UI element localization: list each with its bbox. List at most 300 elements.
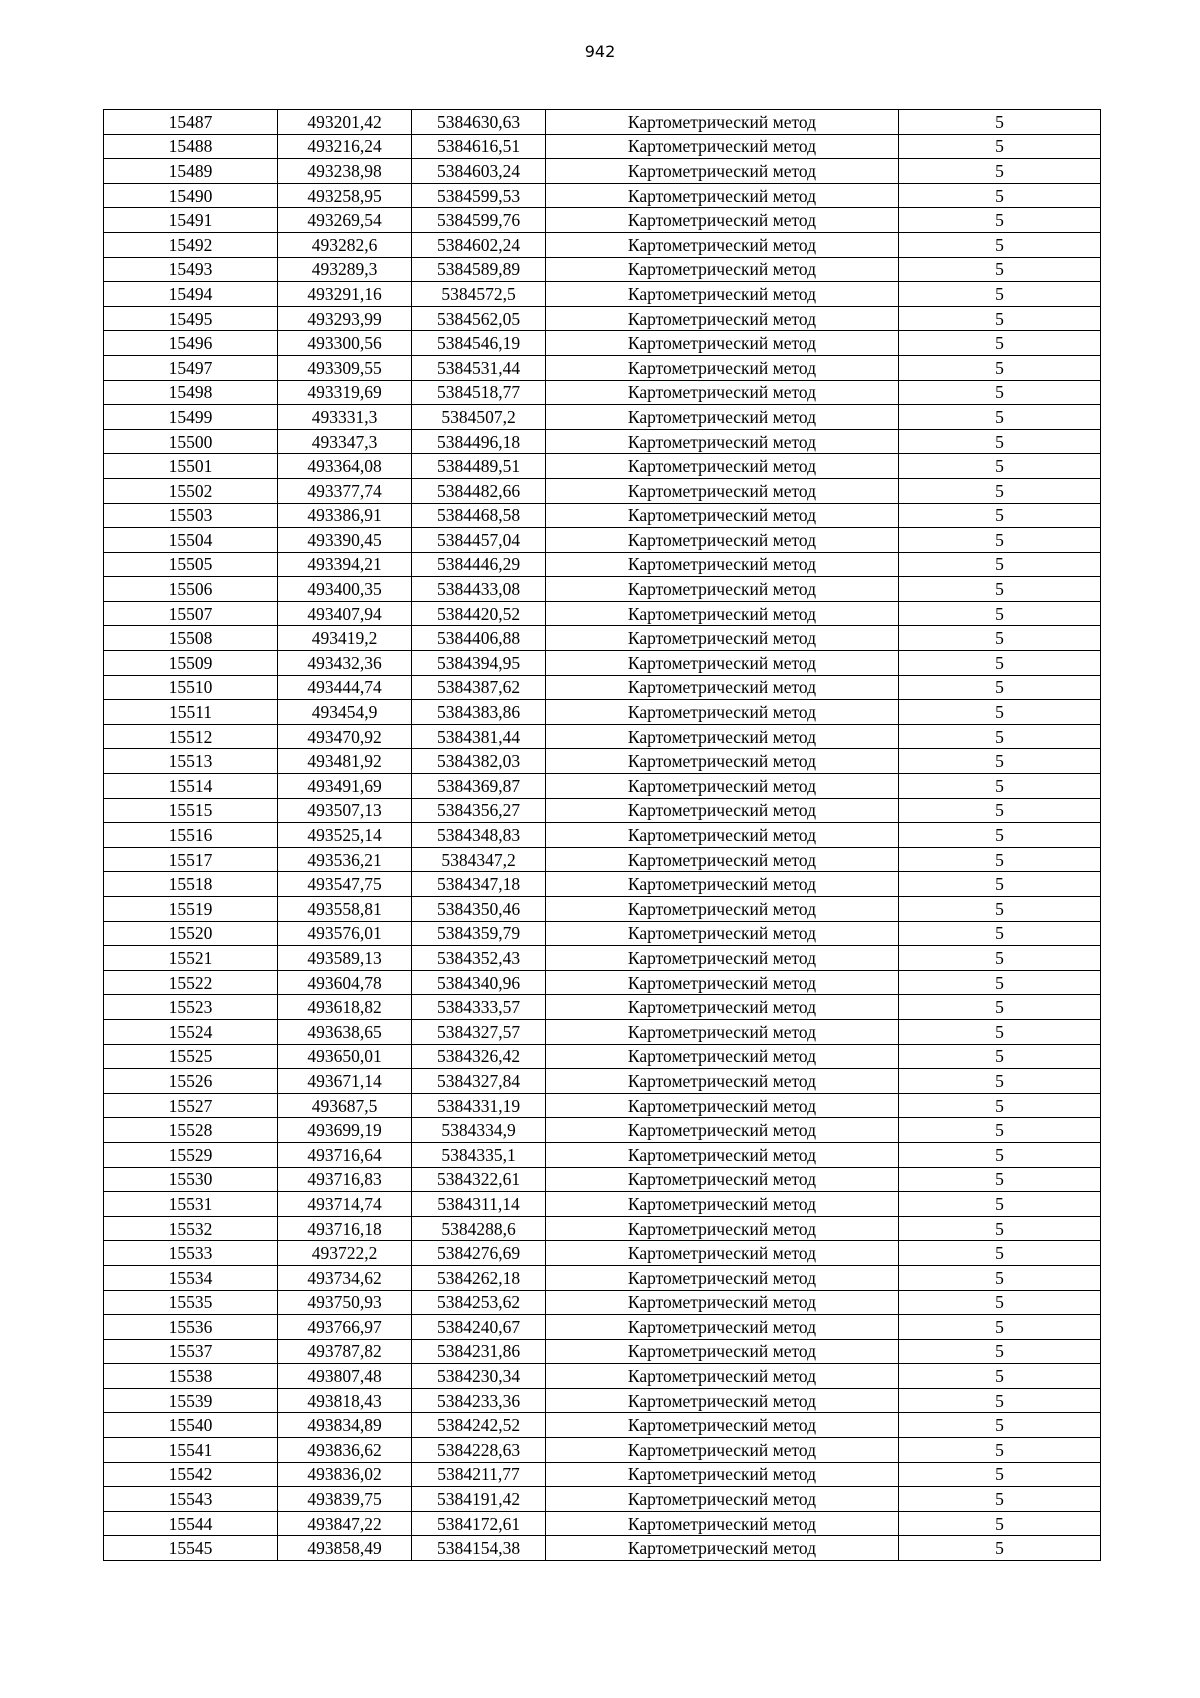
point-number-cell: 15545 xyxy=(104,1536,278,1561)
y-coordinate-cell: 5384602,24 xyxy=(412,232,546,257)
accuracy-cell: 5 xyxy=(899,1069,1101,1094)
x-coordinate-cell: 493836,02 xyxy=(278,1462,412,1487)
x-coordinate-cell: 493394,21 xyxy=(278,552,412,577)
point-number-cell: 15487 xyxy=(104,110,278,135)
point-number-cell: 15510 xyxy=(104,675,278,700)
table-row xyxy=(104,749,1101,774)
y-coordinate-cell: 5384572,5 xyxy=(412,282,546,307)
point-number-cell: 15501 xyxy=(104,454,278,479)
accuracy-cell: 5 xyxy=(899,1265,1101,1290)
y-coordinate-cell: 5384599,53 xyxy=(412,183,546,208)
accuracy-cell: 5 xyxy=(899,1019,1101,1044)
point-number-cell: 15490 xyxy=(104,183,278,208)
method-cell: Картометрический метод xyxy=(546,1265,899,1290)
method-cell: Картометрический метод xyxy=(546,257,899,282)
x-coordinate-cell: 493289,3 xyxy=(278,257,412,282)
y-coordinate-cell: 5384562,05 xyxy=(412,306,546,331)
accuracy-cell: 5 xyxy=(899,1315,1101,1340)
table-row xyxy=(104,1290,1101,1315)
x-coordinate-cell: 493722,2 xyxy=(278,1241,412,1266)
table-row xyxy=(104,1339,1101,1364)
point-number-cell: 15524 xyxy=(104,1019,278,1044)
table-row xyxy=(104,946,1101,971)
y-coordinate-cell: 5384546,19 xyxy=(412,331,546,356)
accuracy-cell: 5 xyxy=(899,478,1101,503)
accuracy-cell: 5 xyxy=(899,626,1101,651)
x-coordinate-cell: 493331,3 xyxy=(278,405,412,430)
point-number-cell: 15518 xyxy=(104,872,278,897)
table-row xyxy=(104,257,1101,282)
accuracy-cell: 5 xyxy=(899,232,1101,257)
y-coordinate-cell: 5384172,61 xyxy=(412,1511,546,1536)
method-cell: Картометрический метод xyxy=(546,675,899,700)
accuracy-cell: 5 xyxy=(899,577,1101,602)
accuracy-cell: 5 xyxy=(899,454,1101,479)
table-row xyxy=(104,872,1101,897)
point-number-cell: 15533 xyxy=(104,1241,278,1266)
method-cell: Картометрический метод xyxy=(546,183,899,208)
point-number-cell: 15523 xyxy=(104,995,278,1020)
coordinates-table-body xyxy=(104,110,1101,1561)
point-number-cell: 15511 xyxy=(104,700,278,725)
table-row xyxy=(104,577,1101,602)
point-number-cell: 15489 xyxy=(104,159,278,184)
y-coordinate-cell: 5384253,62 xyxy=(412,1290,546,1315)
table-row xyxy=(104,478,1101,503)
x-coordinate-cell: 493716,83 xyxy=(278,1167,412,1192)
point-number-cell: 15527 xyxy=(104,1093,278,1118)
y-coordinate-cell: 5384230,34 xyxy=(412,1364,546,1389)
table-row xyxy=(104,847,1101,872)
accuracy-cell: 5 xyxy=(899,552,1101,577)
y-coordinate-cell: 5384369,87 xyxy=(412,774,546,799)
method-cell: Картометрический метод xyxy=(546,1044,899,1069)
y-coordinate-cell: 5384394,95 xyxy=(412,651,546,676)
x-coordinate-cell: 493390,45 xyxy=(278,528,412,553)
x-coordinate-cell: 493300,56 xyxy=(278,331,412,356)
y-coordinate-cell: 5384482,66 xyxy=(412,478,546,503)
table-row xyxy=(104,626,1101,651)
y-coordinate-cell: 5384433,08 xyxy=(412,577,546,602)
y-coordinate-cell: 5384496,18 xyxy=(412,429,546,454)
point-number-cell: 15543 xyxy=(104,1487,278,1512)
accuracy-cell: 5 xyxy=(899,1413,1101,1438)
y-coordinate-cell: 5384381,44 xyxy=(412,724,546,749)
method-cell: Картометрический метод xyxy=(546,528,899,553)
table-row xyxy=(104,552,1101,577)
coordinates-table xyxy=(103,109,1101,1561)
y-coordinate-cell: 5384233,36 xyxy=(412,1388,546,1413)
method-cell: Картометрический метод xyxy=(546,1487,899,1512)
point-number-cell: 15520 xyxy=(104,921,278,946)
method-cell: Картометрический метод xyxy=(546,380,899,405)
table-row xyxy=(104,503,1101,528)
y-coordinate-cell: 5384262,18 xyxy=(412,1265,546,1290)
y-coordinate-cell: 5384228,63 xyxy=(412,1438,546,1463)
point-number-cell: 15497 xyxy=(104,355,278,380)
point-number-cell: 15491 xyxy=(104,208,278,233)
y-coordinate-cell: 5384589,89 xyxy=(412,257,546,282)
accuracy-cell: 5 xyxy=(899,110,1101,135)
accuracy-cell: 5 xyxy=(899,355,1101,380)
method-cell: Картометрический метод xyxy=(546,355,899,380)
accuracy-cell: 5 xyxy=(899,724,1101,749)
point-number-cell: 15517 xyxy=(104,847,278,872)
y-coordinate-cell: 5384211,77 xyxy=(412,1462,546,1487)
method-cell: Картометрический метод xyxy=(546,306,899,331)
point-number-cell: 15525 xyxy=(104,1044,278,1069)
table-row xyxy=(104,110,1101,135)
accuracy-cell: 5 xyxy=(899,1167,1101,1192)
table-row xyxy=(104,1216,1101,1241)
table-row xyxy=(104,232,1101,257)
table-row xyxy=(104,724,1101,749)
point-number-cell: 15513 xyxy=(104,749,278,774)
x-coordinate-cell: 493834,89 xyxy=(278,1413,412,1438)
table-row xyxy=(104,1044,1101,1069)
point-number-cell: 15528 xyxy=(104,1118,278,1143)
x-coordinate-cell: 493507,13 xyxy=(278,798,412,823)
method-cell: Картометрический метод xyxy=(546,823,899,848)
accuracy-cell: 5 xyxy=(899,1241,1101,1266)
table-row xyxy=(104,306,1101,331)
x-coordinate-cell: 493604,78 xyxy=(278,970,412,995)
x-coordinate-cell: 493454,9 xyxy=(278,700,412,725)
table-row xyxy=(104,1192,1101,1217)
x-coordinate-cell: 493386,91 xyxy=(278,503,412,528)
table-row xyxy=(104,601,1101,626)
accuracy-cell: 5 xyxy=(899,1142,1101,1167)
y-coordinate-cell: 5384322,61 xyxy=(412,1167,546,1192)
x-coordinate-cell: 493650,01 xyxy=(278,1044,412,1069)
table-row xyxy=(104,1438,1101,1463)
x-coordinate-cell: 493364,08 xyxy=(278,454,412,479)
y-coordinate-cell: 5384468,58 xyxy=(412,503,546,528)
x-coordinate-cell: 493201,42 xyxy=(278,110,412,135)
table-row xyxy=(104,651,1101,676)
y-coordinate-cell: 5384352,43 xyxy=(412,946,546,971)
method-cell: Картометрический метод xyxy=(546,1290,899,1315)
method-cell: Картометрический метод xyxy=(546,749,899,774)
table-row xyxy=(104,1118,1101,1143)
x-coordinate-cell: 493558,81 xyxy=(278,897,412,922)
point-number-cell: 15536 xyxy=(104,1315,278,1340)
accuracy-cell: 5 xyxy=(899,159,1101,184)
y-coordinate-cell: 5384350,46 xyxy=(412,897,546,922)
table-row xyxy=(104,995,1101,1020)
method-cell: Картометрический метод xyxy=(546,503,899,528)
method-cell: Картометрический метод xyxy=(546,110,899,135)
x-coordinate-cell: 493847,22 xyxy=(278,1511,412,1536)
point-number-cell: 15488 xyxy=(104,134,278,159)
y-coordinate-cell: 5384326,42 xyxy=(412,1044,546,1069)
accuracy-cell: 5 xyxy=(899,257,1101,282)
x-coordinate-cell: 493716,18 xyxy=(278,1216,412,1241)
y-coordinate-cell: 5384340,96 xyxy=(412,970,546,995)
method-cell: Картометрический метод xyxy=(546,601,899,626)
point-number-cell: 15530 xyxy=(104,1167,278,1192)
accuracy-cell: 5 xyxy=(899,134,1101,159)
x-coordinate-cell: 493319,69 xyxy=(278,380,412,405)
x-coordinate-cell: 493638,65 xyxy=(278,1019,412,1044)
x-coordinate-cell: 493750,93 xyxy=(278,1290,412,1315)
table-row xyxy=(104,675,1101,700)
x-coordinate-cell: 493377,74 xyxy=(278,478,412,503)
point-number-cell: 15493 xyxy=(104,257,278,282)
y-coordinate-cell: 5384446,29 xyxy=(412,552,546,577)
point-number-cell: 15505 xyxy=(104,552,278,577)
method-cell: Картометрический метод xyxy=(546,1241,899,1266)
table-row xyxy=(104,282,1101,307)
accuracy-cell: 5 xyxy=(899,897,1101,922)
method-cell: Картометрический метод xyxy=(546,724,899,749)
table-row xyxy=(104,1315,1101,1340)
table-row xyxy=(104,1536,1101,1561)
accuracy-cell: 5 xyxy=(899,847,1101,872)
y-coordinate-cell: 5384531,44 xyxy=(412,355,546,380)
accuracy-cell: 5 xyxy=(899,1511,1101,1536)
point-number-cell: 15509 xyxy=(104,651,278,676)
method-cell: Картометрический метод xyxy=(546,478,899,503)
accuracy-cell: 5 xyxy=(899,380,1101,405)
accuracy-cell: 5 xyxy=(899,528,1101,553)
accuracy-cell: 5 xyxy=(899,1118,1101,1143)
method-cell: Картометрический метод xyxy=(546,134,899,159)
table-row xyxy=(104,970,1101,995)
accuracy-cell: 5 xyxy=(899,798,1101,823)
x-coordinate-cell: 493216,24 xyxy=(278,134,412,159)
table-row xyxy=(104,208,1101,233)
x-coordinate-cell: 493470,92 xyxy=(278,724,412,749)
x-coordinate-cell: 493576,01 xyxy=(278,921,412,946)
method-cell: Картометрический метод xyxy=(546,897,899,922)
method-cell: Картометрический метод xyxy=(546,1019,899,1044)
method-cell: Картометрический метод xyxy=(546,700,899,725)
y-coordinate-cell: 5384359,79 xyxy=(412,921,546,946)
accuracy-cell: 5 xyxy=(899,749,1101,774)
y-coordinate-cell: 5384231,86 xyxy=(412,1339,546,1364)
table-row xyxy=(104,1093,1101,1118)
accuracy-cell: 5 xyxy=(899,675,1101,700)
y-coordinate-cell: 5384333,57 xyxy=(412,995,546,1020)
y-coordinate-cell: 5384382,03 xyxy=(412,749,546,774)
table-row xyxy=(104,774,1101,799)
method-cell: Картометрический метод xyxy=(546,1093,899,1118)
point-number-cell: 15531 xyxy=(104,1192,278,1217)
table-row xyxy=(104,1462,1101,1487)
method-cell: Картометрический метод xyxy=(546,331,899,356)
method-cell: Картометрический метод xyxy=(546,1315,899,1340)
table-row xyxy=(104,1413,1101,1438)
page-number: 942 xyxy=(584,42,616,61)
x-coordinate-cell: 493269,54 xyxy=(278,208,412,233)
x-coordinate-cell: 493291,16 xyxy=(278,282,412,307)
point-number-cell: 15534 xyxy=(104,1265,278,1290)
y-coordinate-cell: 5384518,77 xyxy=(412,380,546,405)
method-cell: Картометрический метод xyxy=(546,429,899,454)
x-coordinate-cell: 493734,62 xyxy=(278,1265,412,1290)
y-coordinate-cell: 5384356,27 xyxy=(412,798,546,823)
accuracy-cell: 5 xyxy=(899,970,1101,995)
accuracy-cell: 5 xyxy=(899,921,1101,946)
accuracy-cell: 5 xyxy=(899,1438,1101,1463)
accuracy-cell: 5 xyxy=(899,1192,1101,1217)
table-row xyxy=(104,1069,1101,1094)
x-coordinate-cell: 493293,99 xyxy=(278,306,412,331)
method-cell: Картометрический метод xyxy=(546,454,899,479)
method-cell: Картометрический метод xyxy=(546,1142,899,1167)
y-coordinate-cell: 5384603,24 xyxy=(412,159,546,184)
accuracy-cell: 5 xyxy=(899,306,1101,331)
table-row xyxy=(104,897,1101,922)
method-cell: Картометрический метод xyxy=(546,405,899,430)
method-cell: Картометрический метод xyxy=(546,232,899,257)
x-coordinate-cell: 493491,69 xyxy=(278,774,412,799)
accuracy-cell: 5 xyxy=(899,1216,1101,1241)
y-coordinate-cell: 5384348,83 xyxy=(412,823,546,848)
accuracy-cell: 5 xyxy=(899,995,1101,1020)
point-number-cell: 15512 xyxy=(104,724,278,749)
x-coordinate-cell: 493818,43 xyxy=(278,1388,412,1413)
y-coordinate-cell: 5384154,38 xyxy=(412,1536,546,1561)
method-cell: Картометрический метод xyxy=(546,1339,899,1364)
x-coordinate-cell: 493258,95 xyxy=(278,183,412,208)
x-coordinate-cell: 493536,21 xyxy=(278,847,412,872)
point-number-cell: 15539 xyxy=(104,1388,278,1413)
method-cell: Картометрический метод xyxy=(546,1364,899,1389)
accuracy-cell: 5 xyxy=(899,601,1101,626)
table-row xyxy=(104,380,1101,405)
accuracy-cell: 5 xyxy=(899,1093,1101,1118)
y-coordinate-cell: 5384599,76 xyxy=(412,208,546,233)
y-coordinate-cell: 5384406,88 xyxy=(412,626,546,651)
table-row xyxy=(104,823,1101,848)
point-number-cell: 15502 xyxy=(104,478,278,503)
accuracy-cell: 5 xyxy=(899,503,1101,528)
accuracy-cell: 5 xyxy=(899,1044,1101,1069)
x-coordinate-cell: 493787,82 xyxy=(278,1339,412,1364)
table-row xyxy=(104,159,1101,184)
x-coordinate-cell: 493699,19 xyxy=(278,1118,412,1143)
table-row xyxy=(104,1167,1101,1192)
x-coordinate-cell: 493836,62 xyxy=(278,1438,412,1463)
accuracy-cell: 5 xyxy=(899,208,1101,233)
x-coordinate-cell: 493687,5 xyxy=(278,1093,412,1118)
y-coordinate-cell: 5384240,67 xyxy=(412,1315,546,1340)
y-coordinate-cell: 5384616,51 xyxy=(412,134,546,159)
y-coordinate-cell: 5384327,57 xyxy=(412,1019,546,1044)
table-row xyxy=(104,798,1101,823)
accuracy-cell: 5 xyxy=(899,1388,1101,1413)
x-coordinate-cell: 493525,14 xyxy=(278,823,412,848)
x-coordinate-cell: 493858,49 xyxy=(278,1536,412,1561)
y-coordinate-cell: 5384507,2 xyxy=(412,405,546,430)
x-coordinate-cell: 493347,3 xyxy=(278,429,412,454)
table-row xyxy=(104,1388,1101,1413)
method-cell: Картометрический метод xyxy=(546,1069,899,1094)
point-number-cell: 15499 xyxy=(104,405,278,430)
method-cell: Картометрический метод xyxy=(546,1388,899,1413)
accuracy-cell: 5 xyxy=(899,823,1101,848)
accuracy-cell: 5 xyxy=(899,331,1101,356)
x-coordinate-cell: 493589,13 xyxy=(278,946,412,971)
accuracy-cell: 5 xyxy=(899,651,1101,676)
method-cell: Картометрический метод xyxy=(546,159,899,184)
accuracy-cell: 5 xyxy=(899,429,1101,454)
x-coordinate-cell: 493671,14 xyxy=(278,1069,412,1094)
table-row xyxy=(104,1487,1101,1512)
accuracy-cell: 5 xyxy=(899,1462,1101,1487)
point-number-cell: 15526 xyxy=(104,1069,278,1094)
method-cell: Картометрический метод xyxy=(546,798,899,823)
y-coordinate-cell: 5384347,18 xyxy=(412,872,546,897)
x-coordinate-cell: 493481,92 xyxy=(278,749,412,774)
point-number-cell: 15521 xyxy=(104,946,278,971)
x-coordinate-cell: 493400,35 xyxy=(278,577,412,602)
point-number-cell: 15496 xyxy=(104,331,278,356)
x-coordinate-cell: 493714,74 xyxy=(278,1192,412,1217)
y-coordinate-cell: 5384630,63 xyxy=(412,110,546,135)
point-number-cell: 15540 xyxy=(104,1413,278,1438)
table-row xyxy=(104,1019,1101,1044)
method-cell: Картометрический метод xyxy=(546,1413,899,1438)
point-number-cell: 15537 xyxy=(104,1339,278,1364)
x-coordinate-cell: 493547,75 xyxy=(278,872,412,897)
x-coordinate-cell: 493716,64 xyxy=(278,1142,412,1167)
accuracy-cell: 5 xyxy=(899,946,1101,971)
method-cell: Картометрический метод xyxy=(546,1216,899,1241)
table-row xyxy=(104,1511,1101,1536)
method-cell: Картометрический метод xyxy=(546,552,899,577)
point-number-cell: 15492 xyxy=(104,232,278,257)
method-cell: Картометрический метод xyxy=(546,995,899,1020)
y-coordinate-cell: 5384242,52 xyxy=(412,1413,546,1438)
table-row xyxy=(104,183,1101,208)
method-cell: Картометрический метод xyxy=(546,1118,899,1143)
accuracy-cell: 5 xyxy=(899,183,1101,208)
method-cell: Картометрический метод xyxy=(546,282,899,307)
y-coordinate-cell: 5384191,42 xyxy=(412,1487,546,1512)
point-number-cell: 15541 xyxy=(104,1438,278,1463)
x-coordinate-cell: 493419,2 xyxy=(278,626,412,651)
point-number-cell: 15522 xyxy=(104,970,278,995)
accuracy-cell: 5 xyxy=(899,700,1101,725)
x-coordinate-cell: 493432,36 xyxy=(278,651,412,676)
accuracy-cell: 5 xyxy=(899,1339,1101,1364)
accuracy-cell: 5 xyxy=(899,405,1101,430)
y-coordinate-cell: 5384347,2 xyxy=(412,847,546,872)
method-cell: Картометрический метод xyxy=(546,1192,899,1217)
y-coordinate-cell: 5384327,84 xyxy=(412,1069,546,1094)
table-row xyxy=(104,528,1101,553)
point-number-cell: 15538 xyxy=(104,1364,278,1389)
table-row xyxy=(104,1142,1101,1167)
method-cell: Картометрический метод xyxy=(546,651,899,676)
method-cell: Картометрический метод xyxy=(546,208,899,233)
point-number-cell: 15516 xyxy=(104,823,278,848)
method-cell: Картометрический метод xyxy=(546,1536,899,1561)
point-number-cell: 15506 xyxy=(104,577,278,602)
y-coordinate-cell: 5384331,19 xyxy=(412,1093,546,1118)
x-coordinate-cell: 493839,75 xyxy=(278,1487,412,1512)
point-number-cell: 15500 xyxy=(104,429,278,454)
y-coordinate-cell: 5384489,51 xyxy=(412,454,546,479)
method-cell: Картометрический метод xyxy=(546,1462,899,1487)
method-cell: Картометрический метод xyxy=(546,946,899,971)
x-coordinate-cell: 493309,55 xyxy=(278,355,412,380)
table-row xyxy=(104,331,1101,356)
point-number-cell: 15535 xyxy=(104,1290,278,1315)
